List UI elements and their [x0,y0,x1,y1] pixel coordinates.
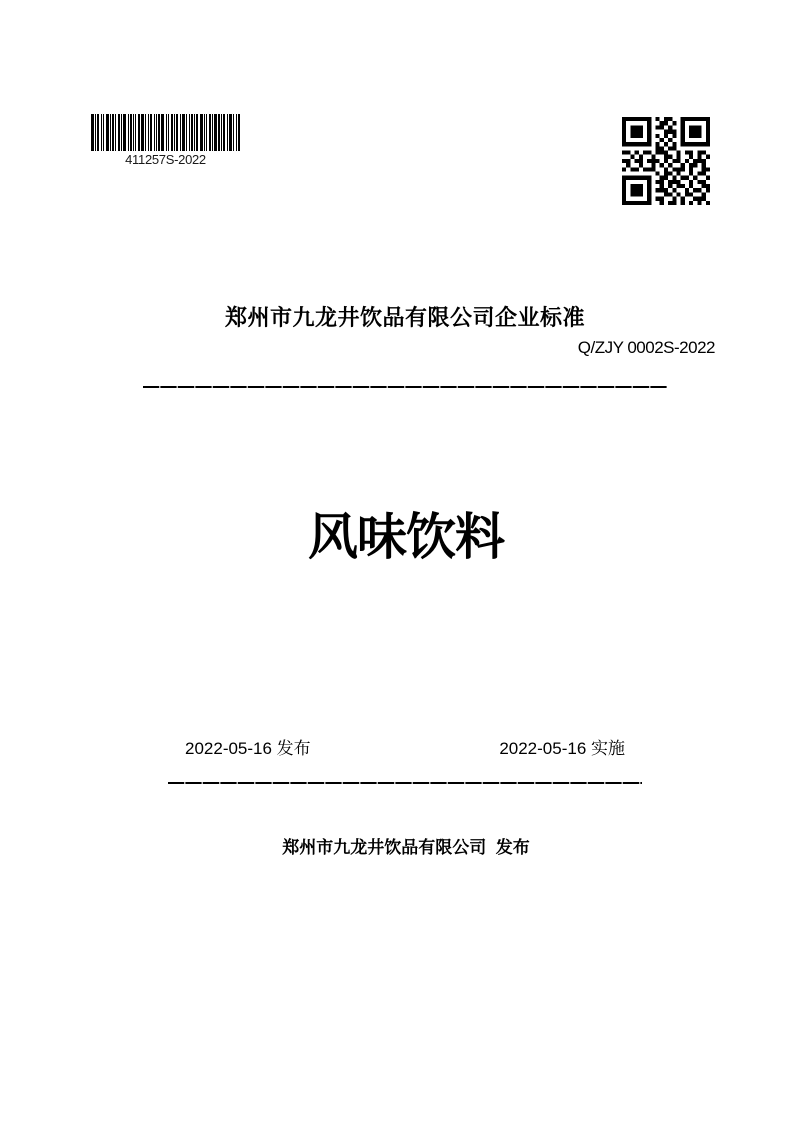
barcode-bars-icon [91,114,240,151]
document-title: 风味饮料 [308,509,504,565]
barcode-label: 411257S-2022 [125,152,206,167]
standard-number: Q/ZJY 0002S-2022 [577,338,715,357]
publisher-line: 郑州市九龙井饮品有限公司 发布 [282,838,530,857]
barcode [91,114,240,167]
qr-code-icon [622,117,710,205]
top-divider-rule [143,386,667,388]
issue-date: 2022-05-16 发布 [185,739,311,758]
bottom-divider-rule [168,782,642,784]
implementation-date: 2022-05-16 实施 [499,739,625,758]
organization-standard-title: 郑州市九龙井饮品有限公司企业标准 [224,305,586,330]
